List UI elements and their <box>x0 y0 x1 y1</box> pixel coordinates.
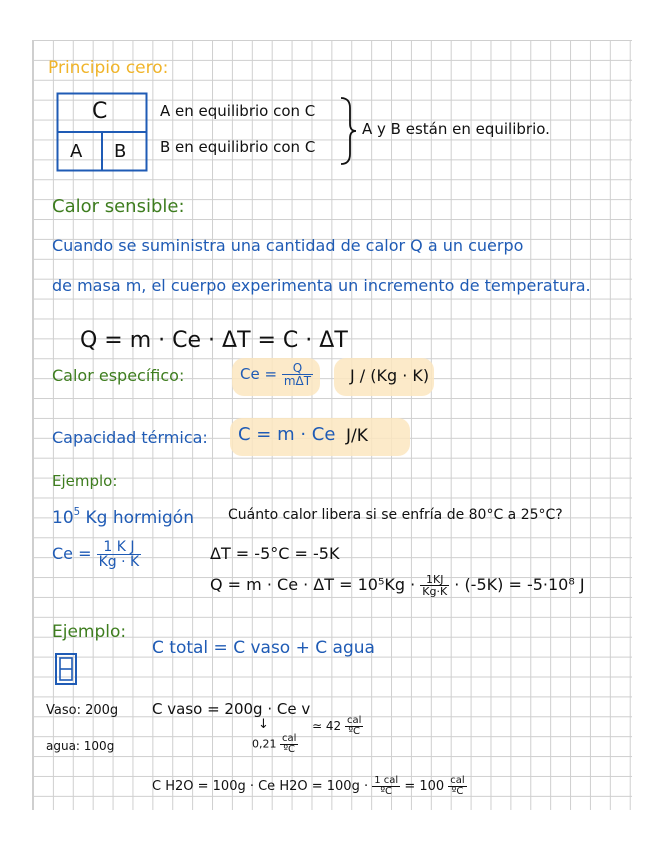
q-result-head: Q = m · Ce · ΔT = 10⁵Kg · <box>210 575 421 594</box>
ejemplo-ce-lhs: Ce = <box>52 544 92 563</box>
box-label-a: A <box>70 141 83 162</box>
mass-rest: Kg hormigón <box>80 508 194 528</box>
ejemplo-ce-num: 1 K J <box>97 540 142 555</box>
ejemplo-1-delta-t: ΔT = -5°C = -5K <box>210 544 340 563</box>
mass-base: 10 <box>52 508 74 528</box>
calor-especifico-label: Calor específico: <box>52 366 185 385</box>
q-frac-den: Kg·K <box>422 585 448 598</box>
ce-denominator: mΔT <box>283 374 312 388</box>
equilibrium-line-2: B en equilibrio con C <box>160 138 316 156</box>
vaso-mass: Vaso: 200g <box>46 703 119 718</box>
capacidad-termica-label: Capacidad térmica: <box>52 428 208 447</box>
cvaso-arrow: ↓ <box>258 717 269 732</box>
ce-lhs: Ce = <box>240 365 278 383</box>
calor-sensible-title: Calor sensible: <box>52 196 185 217</box>
ch2o-eq: = 100 <box>404 779 449 794</box>
cvaso-approx-den: ºC <box>348 726 361 737</box>
ce-numerator: Q <box>282 362 313 375</box>
ejemplo-1-q-result <box>210 574 585 597</box>
box-label-c: C <box>92 99 108 124</box>
equilibrium-conclusion: A y B están en equilibrio. <box>362 120 550 138</box>
capacidad-termica-formula: C = m · Ce <box>238 424 336 445</box>
ejemplo-1-mass <box>52 508 194 527</box>
ch2o-den: ºC <box>380 786 393 797</box>
cvaso-unit-num: cal <box>282 733 297 744</box>
ch2o-res-num: cal <box>450 775 465 786</box>
ejemplo-2-title: Ejemplo: <box>52 622 127 642</box>
cvaso-formula: C vaso = 200g · Ce v <box>152 700 311 718</box>
curly-brace-icon <box>338 96 358 166</box>
ejemplo-1-title: Ejemplo: <box>52 472 118 490</box>
cvaso-value <box>252 734 298 755</box>
calor-sensible-line-1: Cuando se suministra una cantidad de calor Q a un cuerpo <box>52 236 524 255</box>
mass-exponent: 5 <box>73 507 81 518</box>
ctotal-formula: C total = C vaso + C agua <box>152 638 375 658</box>
principio-title: Principio cero: <box>48 58 169 78</box>
q-frac-num: 1KJ <box>420 574 449 586</box>
ch2o-head: C H2O = 100g · Ce H2O = 100g · <box>152 779 373 794</box>
ejemplo-ce-den: Kg · K <box>98 554 140 570</box>
ejemplo-1-question: Cuánto calor libera si se enfría de 80°C a 25°C? <box>228 507 563 523</box>
cvaso-approx-num: cal <box>346 715 362 726</box>
main-formula: Q = m · Ce · ΔT = C · ΔT <box>80 328 348 353</box>
agua-mass: agua: 100g <box>46 739 115 753</box>
capacidad-termica-units: J/K <box>346 426 368 446</box>
ch2o-formula <box>152 776 467 797</box>
ejemplo-1-ce <box>52 540 141 569</box>
cvaso-value-number: 0,21 <box>252 737 277 751</box>
calor-especifico-formula <box>240 362 313 387</box>
cvaso-approx <box>312 716 363 737</box>
beaker-icon <box>54 652 78 686</box>
ch2o-res-den: ºC <box>451 786 464 797</box>
calor-especifico-units: J / (Kg · K) <box>350 366 430 385</box>
calor-sensible-line-2: de masa m, el cuerpo experimenta un incremento de temperatura. <box>52 276 591 295</box>
cvaso-approx-value: ≃ 42 <box>312 719 342 733</box>
box-label-b: B <box>114 141 127 162</box>
equilibrium-line-1: A en equilibrio con C <box>160 102 316 120</box>
cvaso-unit-den: ºC <box>283 744 296 755</box>
q-result-tail: · (-5K) = -5·10⁸ J <box>454 575 585 594</box>
ch2o-num: 1 cal <box>374 775 399 786</box>
